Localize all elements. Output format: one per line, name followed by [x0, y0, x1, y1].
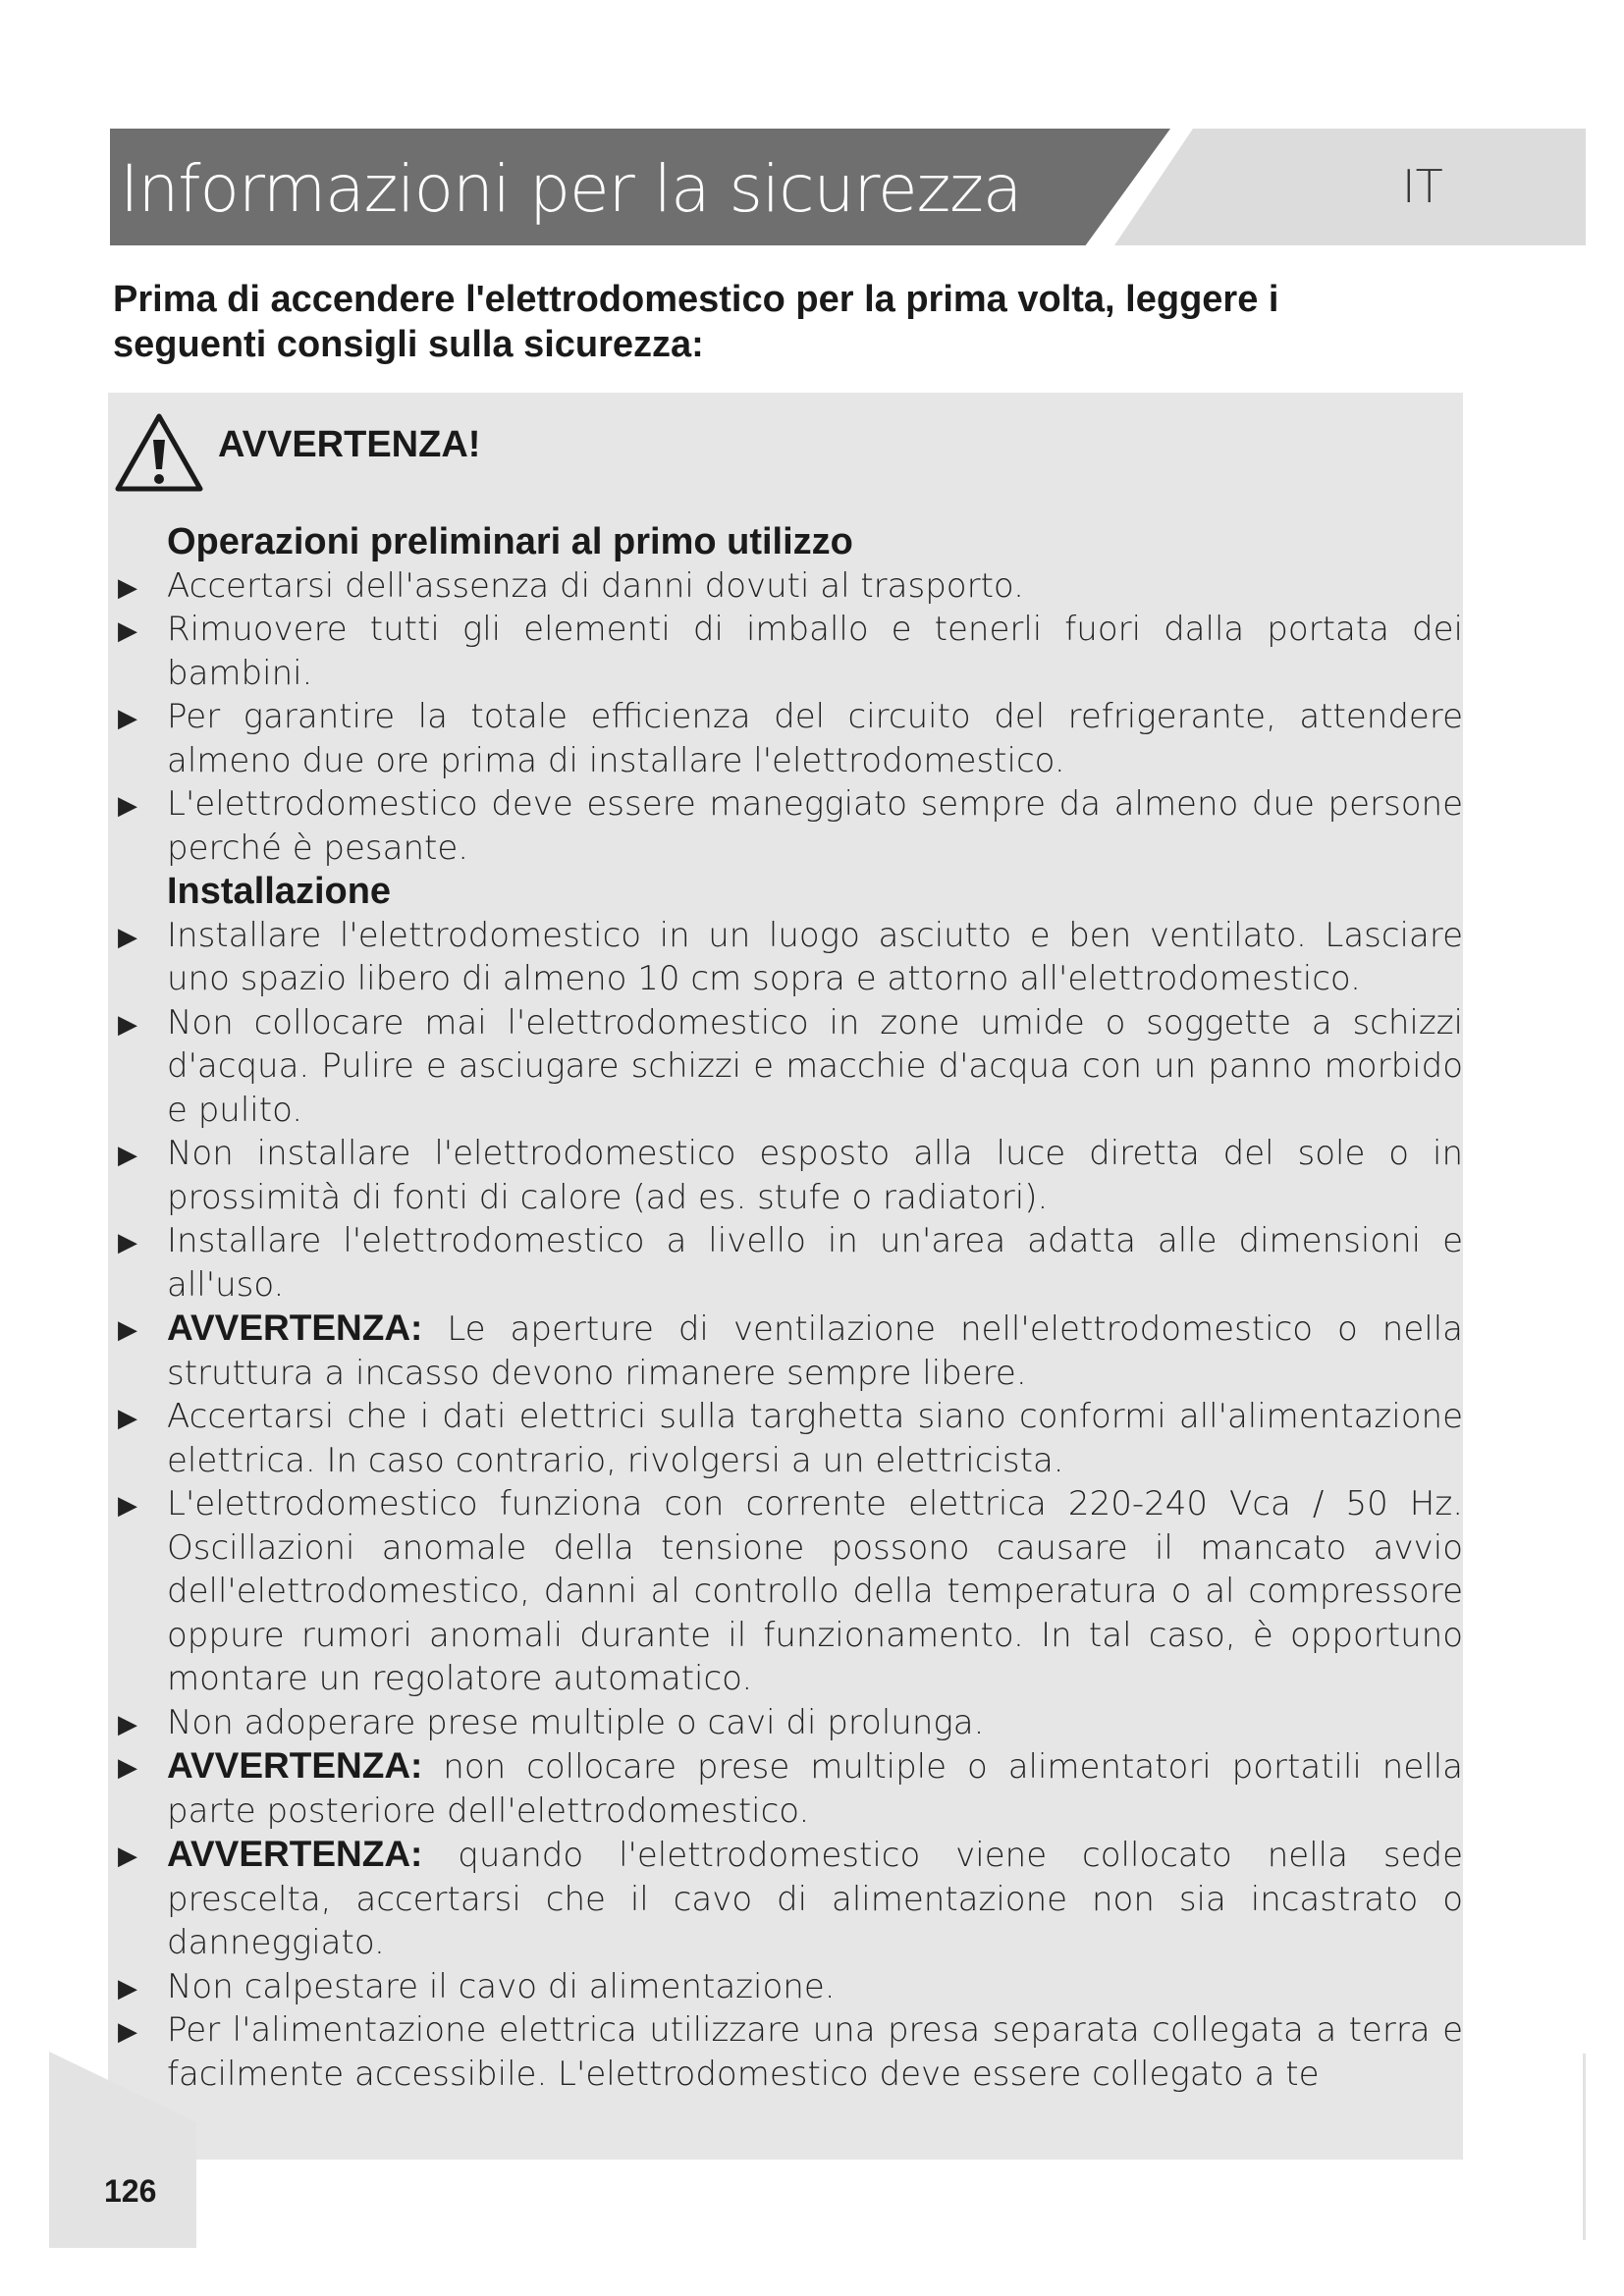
- warning-label: AVVERTENZA:: [167, 1308, 423, 1348]
- list-item: [116, 2008, 1463, 2096]
- warning-label: AVVERTENZA:: [167, 1745, 423, 1786]
- list-item: [116, 1219, 1463, 1307]
- list-item-text: Per l'alimentazione elettrica utilizzare una presa separata collegata a terra e facilmente accessibile. L'elettrodomestico deve essere collegato a te: [167, 2010, 1463, 2094]
- list-item: [116, 1965, 1463, 2009]
- list-item: [116, 695, 1463, 782]
- list-item-text: Installare l'elettrodomestico a livello in un'area adatta alle dimensioni e all'uso.: [167, 1221, 1463, 1305]
- list-item-text: L'elettrodomestico deve essere maneggiato sempre da almeno due persone perché è pesante.: [167, 784, 1463, 868]
- list-item-text: Non calpestare il cavo di alimentazione.: [167, 1966, 836, 2006]
- list-item: [116, 564, 1463, 609]
- list-item-text: quando l'elettrodomestico viene collocato nella sede prescelta, accertarsi che il cavo di alimentazione non sia incastrato o danneggiato.: [167, 1836, 1463, 1962]
- page-title: Informazioni per la sicurezza: [120, 151, 1022, 227]
- safety-instructions: [116, 520, 1463, 2155]
- bullet-arrow-icon: ▶: [118, 704, 137, 733]
- list-item: [116, 1395, 1463, 1482]
- bullet-arrow-icon: ▶: [118, 2017, 137, 2047]
- bullet-arrow-icon: ▶: [118, 616, 137, 646]
- list-item: [116, 1307, 1463, 1395]
- section-title: Operazioni preliminari al primo utilizzo: [167, 521, 853, 562]
- list-item: [116, 1833, 1463, 1965]
- header-band-right: [1114, 129, 1586, 245]
- bullet-arrow-icon: ▶: [118, 572, 137, 603]
- list-item-text: Non collocare mai l'elettrodomestico in zone umide o soggette a schizzi d'acqua. Pulire e asciugare schizzi e macchie d'acqua con un panno morbido e pulito.: [167, 1002, 1463, 1130]
- page-edge-mark: [1583, 2054, 1586, 2240]
- list-item-text: non collocare prese multiple o alimentatori portatili nella parte posteriore dell'elettrodomestico.: [167, 1747, 1463, 1831]
- bullet-arrow-icon: ▶: [118, 1973, 137, 2003]
- list-item: [116, 1482, 1463, 1701]
- list-item: [116, 1744, 1463, 1833]
- bullet-arrow-icon: ▶: [118, 1404, 137, 1433]
- bullet-arrow-icon: ▶: [118, 1709, 137, 1739]
- list-item-text: Accertarsi che i dati elettrici sulla targhetta siano conformi all'alimentazione elettrica. In caso contrario, rivolgersi a un elettricista.: [167, 1397, 1463, 1480]
- list-item: [116, 782, 1463, 870]
- list-item-text: Rimuovere tutti gli elementi di imballo e tenerli fuori dalla portata dei bambini.: [167, 610, 1463, 693]
- list-item-text: L'elettrodomestico funziona con corrente elettrica 220-240 Vca / 50 Hz. Oscillazioni anomale della tensione possono causare il mancato avvio dell'elettrodomestico, danni al controllo della temperatura o al compressore oppure rumori anomali durante il funzionamento. In tal caso, è opportuno montare un regolatore automatico.: [167, 1484, 1463, 1698]
- list-item-text: Non adoperare prese multiple o cavi di prolunga.: [167, 1702, 985, 1742]
- bullet-arrow-icon: ▶: [118, 1753, 137, 1783]
- bullet-arrow-icon: ▶: [118, 922, 137, 952]
- list-item-text: Non installare l'elettrodomestico esposto alla luce diretta del sole o in prossimità di fonti di calore (ad es. stufe o radiatori).: [167, 1134, 1463, 1217]
- list-item-text: Accertarsi dell'assenza di danni dovuti al trasporto.: [167, 565, 1024, 606]
- bullet-arrow-icon: ▶: [118, 791, 137, 821]
- list-item: [116, 1001, 1463, 1133]
- list-item-text: Installare l'elettrodomestico in un luogo asciutto e ben ventilato. Lasciare uno spazio libero di almeno 10 cm sopra e attorno all'elettrodomestico.: [167, 915, 1463, 998]
- warning-triangle-icon: [114, 410, 204, 497]
- bullet-arrow-icon: ▶: [118, 1491, 137, 1521]
- list-item: [116, 1701, 1463, 1745]
- bullet-arrow-icon: ▶: [118, 1842, 137, 1871]
- list-item: [116, 608, 1463, 695]
- bullet-arrow-icon: ▶: [118, 1141, 137, 1170]
- warning-label: AVVERTENZA:: [167, 1834, 423, 1874]
- list-item-text: Le aperture di ventilazione nell'elettrodomestico o nella struttura a incasso devono rimanere sempre libere.: [167, 1309, 1463, 1393]
- list-item: [116, 1132, 1463, 1219]
- page-number: 126: [104, 2173, 157, 2209]
- warning-title: AVVERTENZA!: [218, 424, 481, 465]
- list-item-text: Per garantire la totale efficienza del circuito del refrigerante, attendere almeno due ore prima di installare l'elettrodomestico.: [167, 697, 1463, 780]
- bullet-arrow-icon: ▶: [118, 1009, 137, 1040]
- section-title: Installazione: [167, 871, 392, 912]
- bullet-arrow-icon: ▶: [118, 1315, 137, 1345]
- list-item: [116, 914, 1463, 1001]
- language-code: IT: [1402, 160, 1443, 213]
- bullet-arrow-icon: ▶: [118, 1228, 137, 1257]
- intro-text: Prima di accendere l'elettrodomestico per la prima volta, leggere i seguenti consigli sulla sicurezza:: [113, 279, 1279, 365]
